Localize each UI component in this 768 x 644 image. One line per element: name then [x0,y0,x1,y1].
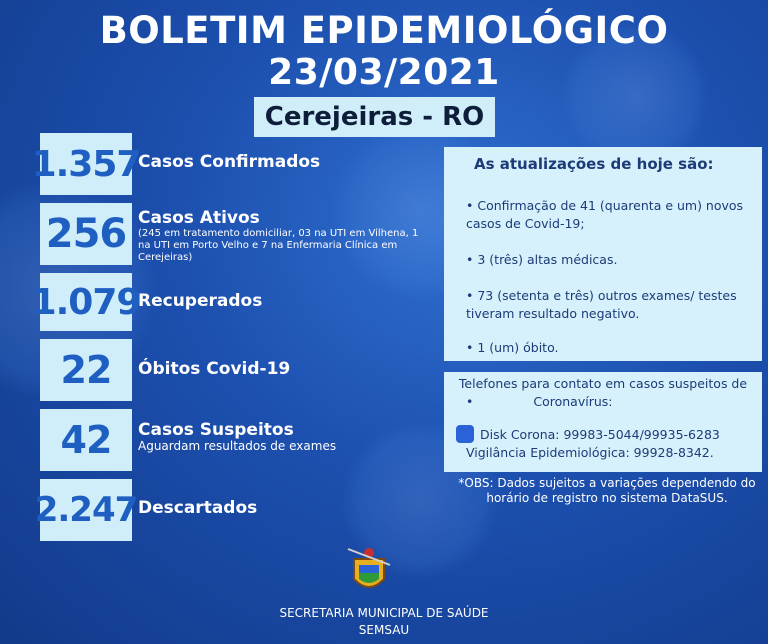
contact-line1: Telefones para contato em casos suspeitos de [458,376,748,391]
footer-sigla: SEMSAU [358,623,410,637]
phone-icon [456,425,474,443]
stat-discarded-value: 2.247 [40,479,132,541]
city-badge: Cerejeiras - RO [254,97,495,137]
contact-disk: Disk Corona: 99983-5044/99935-6283 [480,427,720,442]
stat-active-label: Casos Ativos [138,208,260,228]
stat-confirmed-value: 1.357 [40,133,132,195]
stat-active-note: (245 em tratamento domiciliar, 03 na UTI em Vilhena, 1 na UTI em Porto Velho e 7 na Enfermaria Clínica em Cerejeiras) [138,228,419,263]
stat-confirmed-label: Casos Confirmados [138,152,321,172]
stat-suspect-value: 42 [40,409,132,471]
stat-suspect-note: Aguardam resultados de exames [138,439,337,453]
update-item: • Confirmação de 41 (quarenta e um) novos casos de Covid-19; [466,198,744,231]
bulletin-title: BOLETIM EPIDEMIOLÓGICO [99,9,669,52]
footer-secretaria: SECRETARIA MUNICIPAL DE SAÚDE [279,606,489,620]
stat-deaths-label: Óbitos Covid-19 [138,359,291,379]
municipal-crest-icon [346,545,392,601]
stat-suspect-label: Casos Suspeitos [138,420,294,440]
contact-vigilancia: Vigilância Epidemiológica: 99928-8342. [466,445,714,460]
page-title [0,10,768,94]
obs-note: *OBS: Dados sujeitos a variações dependendo do horário de registro no sistema DataSUS. [458,476,756,505]
contact-panel [444,372,762,472]
stat-recovered-label: Recuperados [138,291,263,311]
stat-discarded-label: Descartados [138,498,258,518]
stat-recovered-value: 1.079 [40,273,132,331]
contact-line2: • Coronavírus: [466,394,613,409]
stat-deaths-value: 22 [40,339,132,401]
update-item: • 1 (um) óbito. [466,340,559,355]
update-item: • 73 (setenta e três) outros exames/ testes tiveram resultado negativo. [466,288,737,321]
bulletin-date: 23/03/2021 [268,52,500,93]
updates-panel [444,147,762,361]
updates-heading: As atualizações de hoje são: [474,155,714,173]
stat-active-value: 256 [40,203,132,265]
update-item: • 3 (três) altas médicas. [466,252,618,267]
